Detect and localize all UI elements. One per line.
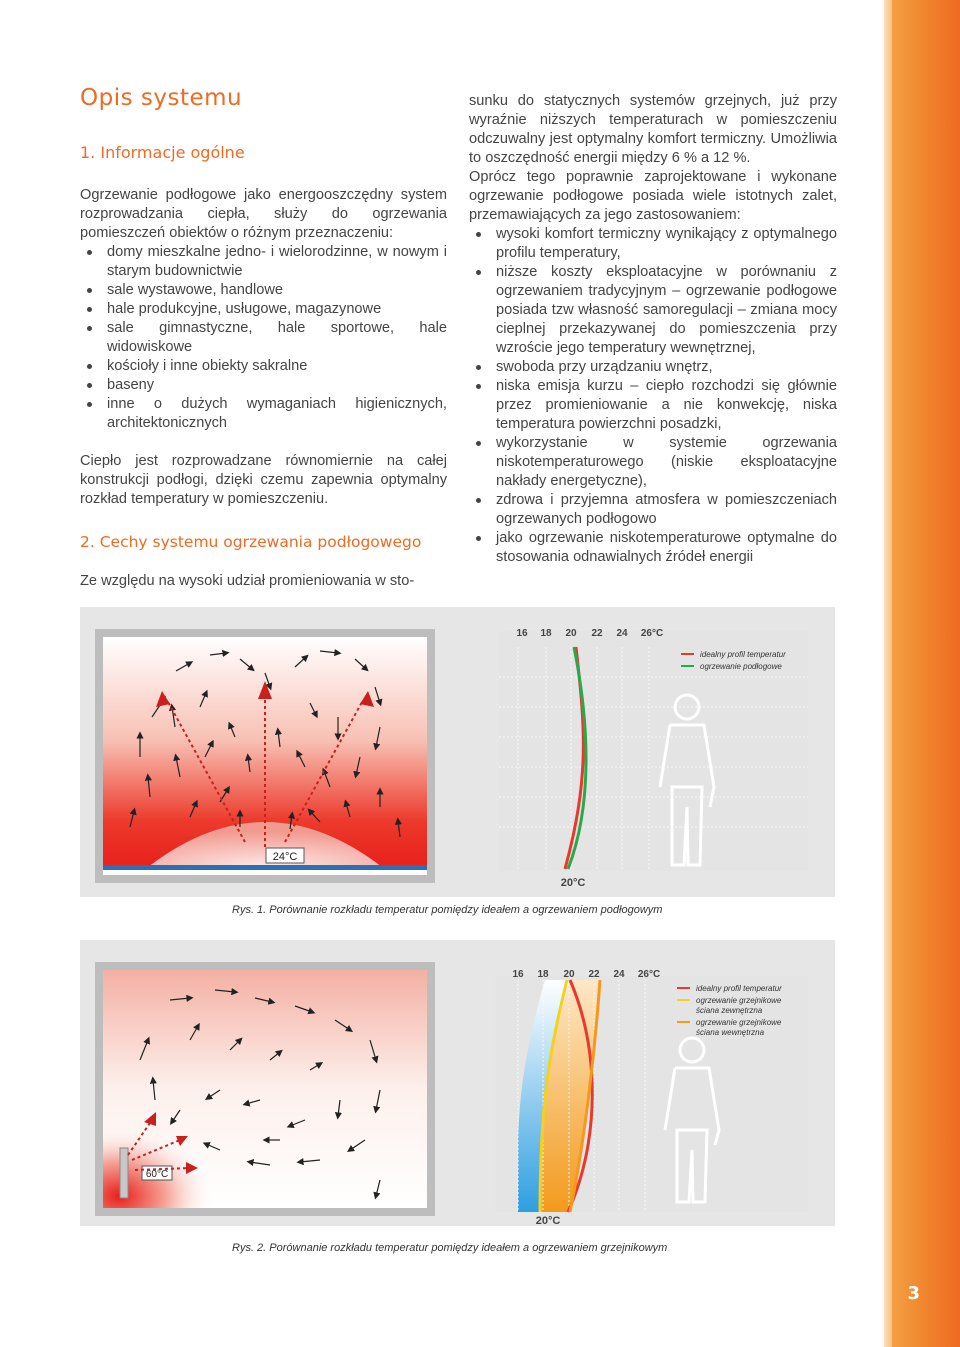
scale-tick: 22 (591, 628, 603, 639)
decorative-orange-stripe (884, 0, 960, 1347)
figure-2 (80, 940, 835, 1226)
section-2-lead: Oprócz tego poprawnie zaprojektowane i wykonane ogrzewanie podłogowe posiada wiele istotnych zalet, przemawiających za jego zastosowaniem: (469, 169, 837, 223)
legend-floor: ogrzewanie podłogowe (700, 662, 782, 671)
right-column (469, 92, 837, 567)
list-item: swoboda przy urządzaniu wnętrz, (469, 358, 837, 377)
building-types-list (80, 243, 447, 433)
legend-radiator-outer: ogrzewanie grzejnikowe (696, 996, 782, 1005)
radiator-temperature-label: 60°C (145, 1169, 169, 1180)
list-item: sale gimnastyczne, hale sportowe, hale widowiskowe (80, 319, 447, 357)
legend-inner-wall: ściana wewnętrzna (696, 1028, 765, 1037)
list-item: niższe koszty eksploatacyjne w porównaniu z ogrzewaniem tradycyjnym – ogrzewanie podłogowe posiada tzw własność samoregulacji – zmiana mocy cieplnej przekazywanej do pomieszczenia przy wzroście jego temperatury wewnętrznej, (469, 263, 837, 358)
legend-ideal: idealny profil temperatur (700, 650, 786, 659)
legend-outer-wall: ściana zewnętrzna (696, 1006, 763, 1015)
scale-tick: 16 (516, 628, 528, 639)
section-2-paragraph-continued: sunku do statycznych systemów grzejnych, już przy wyraźnie niższych temperaturach w pomieszczeniu odczuwalny jest optymalny komfort termiczny. Umożliwia to oszczędność energii między 6 % a 12 %. (469, 93, 837, 166)
scale-tick: 16 (512, 969, 524, 980)
decorative-stripe-highlight (882, 0, 892, 1347)
bottom-temperature-label: 20°C (535, 1215, 561, 1226)
left-column (80, 80, 447, 591)
scale-tick: 26°C (640, 628, 664, 639)
scale-tick: 18 (537, 969, 549, 980)
list-item: niska emisja kurzu – ciepło rozchodzi się głównie przez promieniowanie a nie konwekcję, niska temperatura powierzchni posadzki, (469, 377, 837, 434)
list-item: jako ogrzewanie niskotemperaturowe optymalne do stosowania odnawialnych źródeł energii (469, 529, 837, 567)
list-item: wykorzystanie w systemie ogrzewania niskotemperaturowego (niskie eksploatacyjne nakłady energetyczne), (469, 434, 837, 491)
figure-1-caption: Rys. 1. Porównanie rozkładu temperatur pomiędzy ideałem a ogrzewaniem podłogowym (232, 904, 663, 916)
scale-tick: 22 (588, 969, 600, 980)
figure-2-caption: Rys. 2. Porównanie rozkładu temperatur pomiędzy ideałem a ogrzewaniem grzejnikowym (232, 1242, 668, 1254)
list-item: wysoki komfort termiczny wynikający z optymalnego profilu temperatury, (469, 225, 837, 263)
scale-tick: 26°C (637, 969, 661, 980)
scale-tick: 24 (613, 969, 625, 980)
section-2-heading: 2. Cechy systemu ogrzewania podłogowego (80, 533, 422, 551)
figure-2-illustration (80, 940, 835, 1226)
list-item: hale produkcyjne, usługowe, magazynowe (80, 300, 447, 319)
figure-1 (80, 607, 835, 897)
page-number: 3 (907, 1283, 920, 1304)
list-item: inne o dużych wymaganiach higienicznych, architektonicznych (80, 395, 447, 433)
list-item: domy mieszkalne jedno- i wielorodzinne, w nowym i starym budownictwie (80, 243, 447, 281)
section-1-paragraph: Ciepło jest rozprowadzane równomiernie na całej konstrukcji podłogi, dzięki czemu zapewnia optymalny rozkład temperatury w pomieszczeniu. (80, 453, 447, 507)
bottom-temperature-label: 20°C (560, 877, 586, 889)
list-item: sale wystawowe, handlowe (80, 281, 447, 300)
legend-radiator-inner: ogrzewanie grzejnikowe (696, 1018, 782, 1027)
legend-ideal: idealny profil temperatur (696, 984, 782, 993)
list-item: kościoły i inne obiekty sakralne (80, 357, 447, 376)
scale-tick: 24 (616, 628, 628, 639)
section-1-heading: 1. Informacje ogólne (80, 143, 245, 162)
section-1-intro: Ogrzewanie podłogowe jako energooszczędny system rozprowadzania ciepła, służy do ogrzewania pomieszczeń obiektów o różnym przeznaczeniu: (80, 187, 447, 241)
floor-temperature-label: 24°C (272, 851, 298, 863)
scale-tick: 18 (540, 628, 552, 639)
figure-1-illustration (80, 607, 835, 897)
scale-tick: 20 (565, 628, 577, 639)
list-item: baseny (80, 376, 447, 395)
advantages-list (469, 225, 837, 567)
scale-tick: 20 (563, 969, 575, 980)
list-item: zdrowa i przyjemna atmosfera w pomieszczeniach ogrzewanych podłogowo (469, 491, 837, 529)
page-title: Opis systemu (80, 85, 243, 111)
section-2-paragraph-start: Ze względu na wysoki udział promieniowania w sto- (80, 573, 415, 589)
